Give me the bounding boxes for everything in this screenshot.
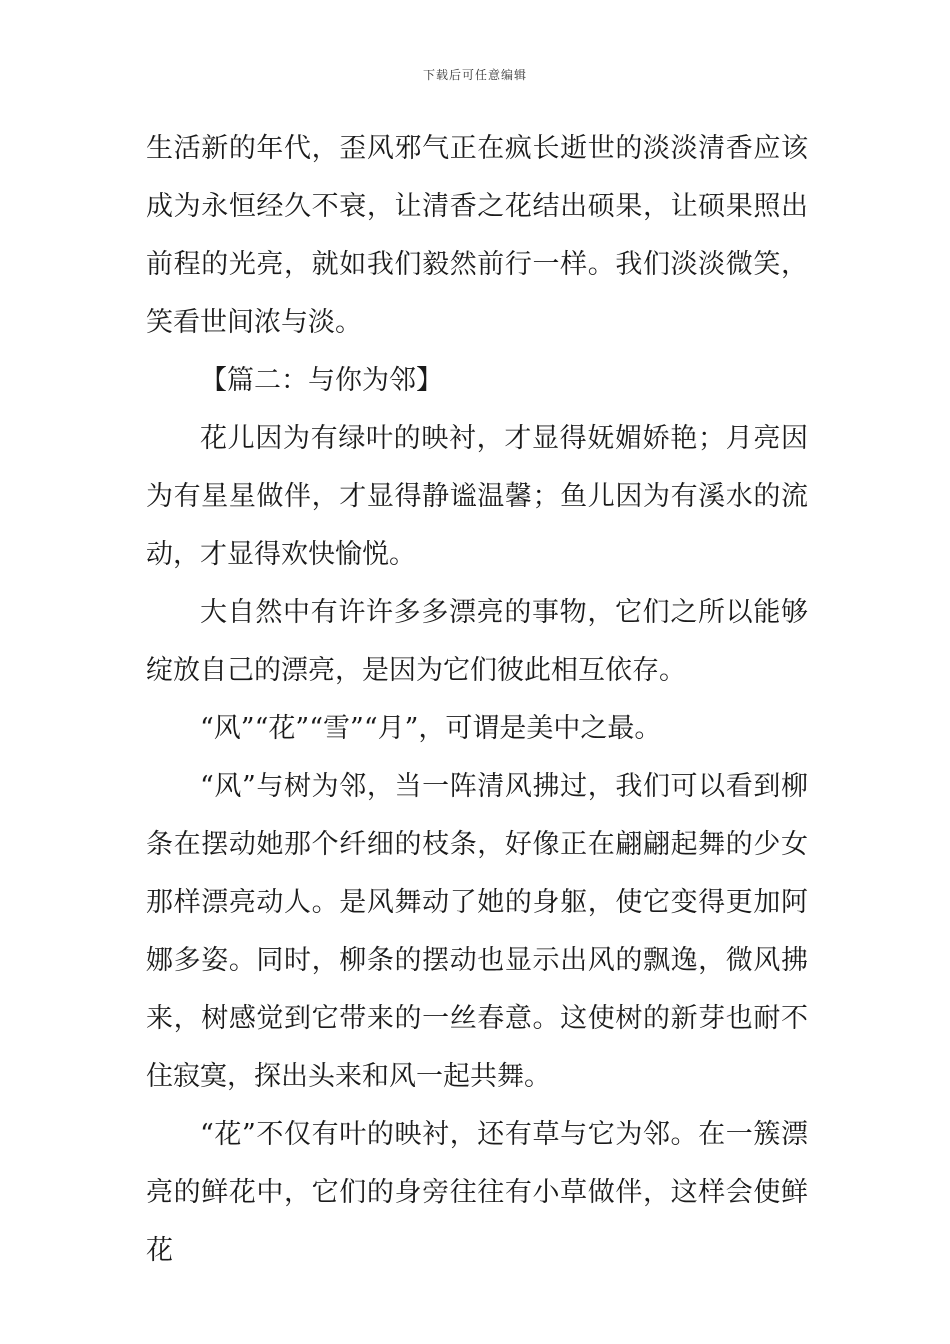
paragraph: “风”“花”“雪”“月”，可谓是美中之最。 xyxy=(200,713,662,744)
paragraph: “花”不仅有叶的映衬，还有草与它为邻。在一簇漂亮的鲜花中，它们的身旁往往有小草做伴，这样会使鲜花 xyxy=(146,1119,808,1266)
page-header: 下载后可任意编辑 xyxy=(422,68,527,82)
paragraph: “风”与树为邻，当一阵清风拂过，我们可以看到柳条在摆动她那个纤细的枝条，好像正在翩翩起舞的少女那样漂亮动人。是风舞动了她的身躯，使它变得更加阿娜多姿。同时，柳条的摆动也显示出风的飘逸，微风拂来，树感觉到它带来的一丝春意。这使树的新芽也耐不住寂寞，探出头来和风一起共舞。 xyxy=(146,771,808,1092)
section-heading: 【篇二：与你为邻】 xyxy=(200,365,443,396)
paragraph: 花儿因为有绿叶的映衬，才显得妩媚娇艳；月亮因为有星星做伴，才显得静谧温馨；鱼儿因为有溪水的流动，才显得欢快愉悦。 xyxy=(146,423,808,570)
paragraph-continuation: 生活新的年代，歪风邪气正在疯长逝世的淡淡清香应该成为永恒经久不衰，让清香之花结出硕果，让硕果照出前程的光亮，就如我们毅然前行一样。我们淡淡微笑，笑看世间浓与淡。 xyxy=(146,133,808,338)
paragraph: 大自然中有许许多多漂亮的事物，它们之所以能够绽放自己的漂亮，是因为它们彼此相互依存。 xyxy=(146,597,808,686)
document-body xyxy=(146,120,808,1280)
